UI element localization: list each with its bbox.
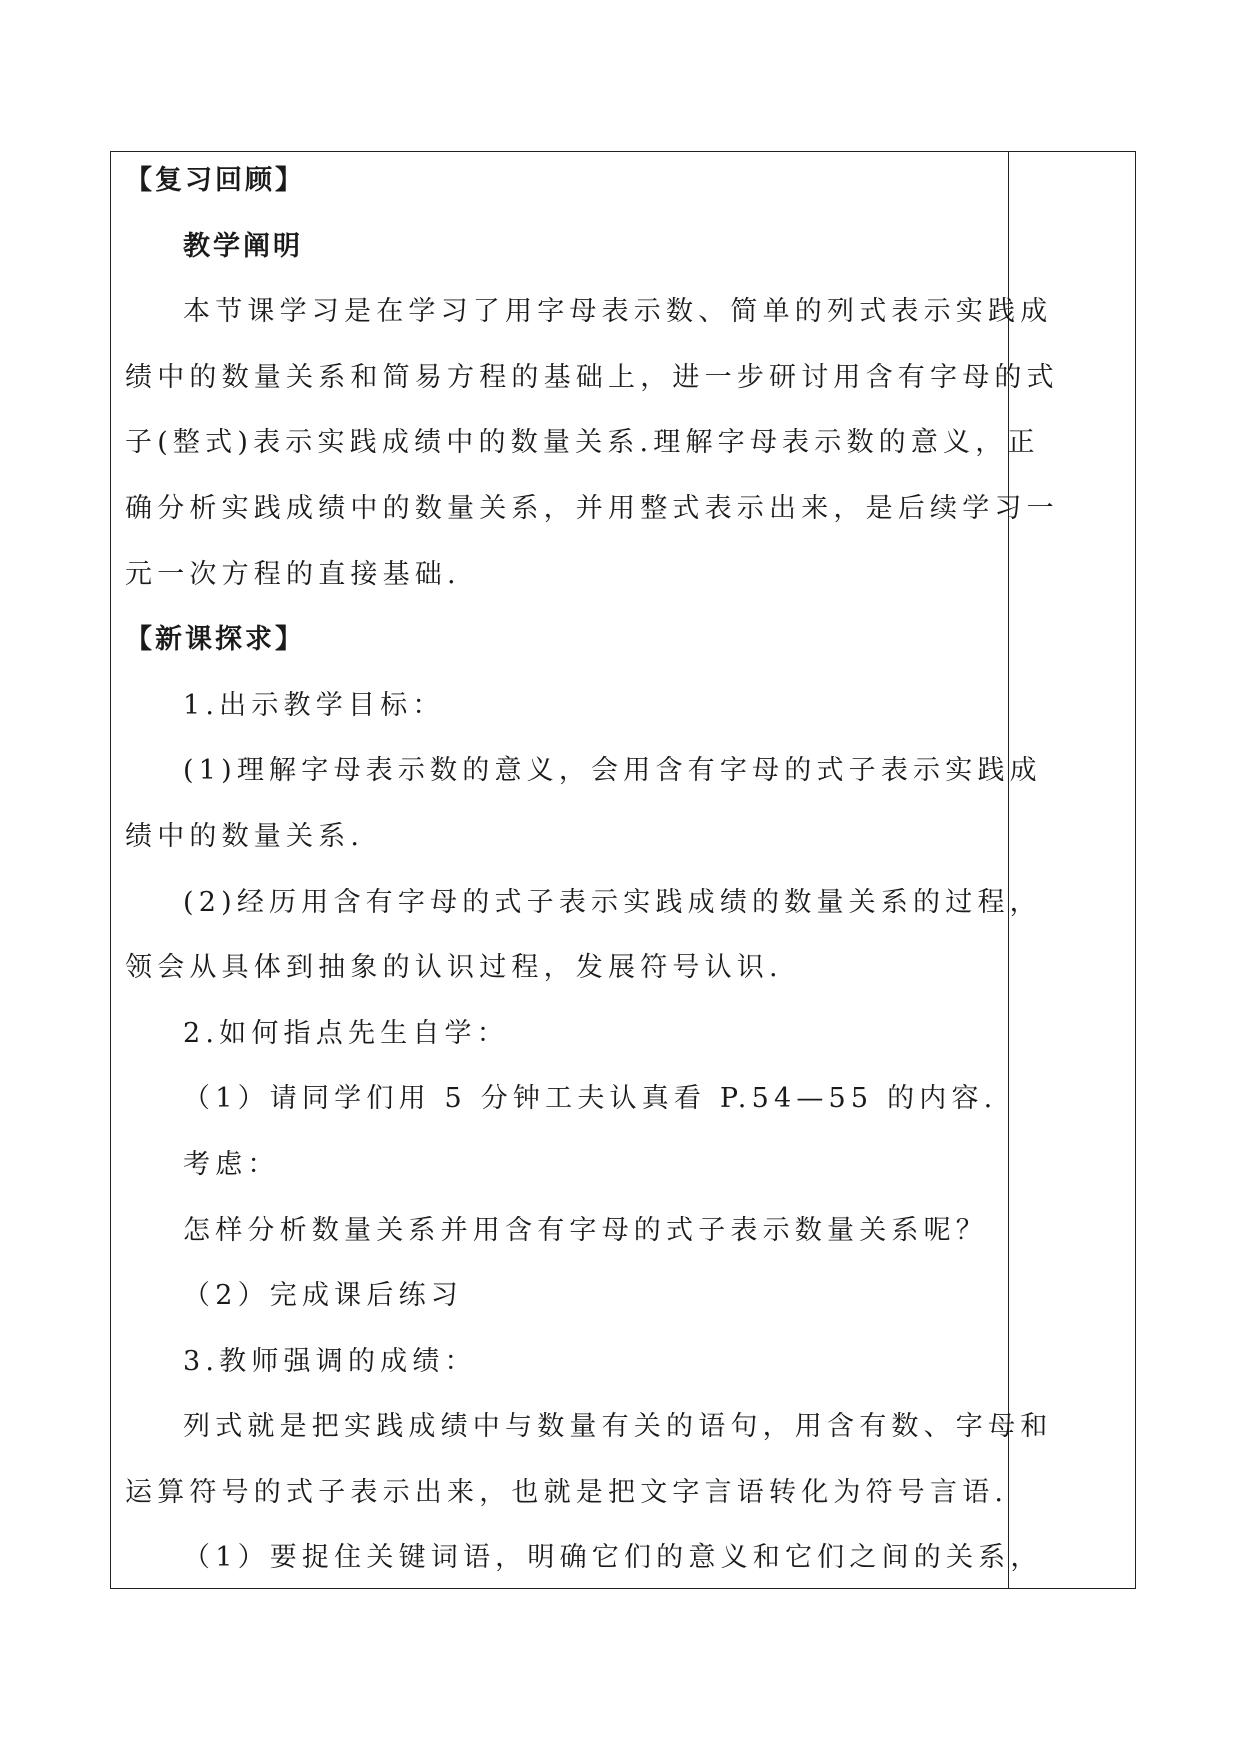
text-line: 子(整式)表示实践成绩中的数量关系.理解字母表示数的意义，正 [125, 427, 1040, 459]
main-content-cell [111, 152, 1059, 1588]
section-heading: 【新课探求】 [125, 624, 305, 656]
text-line: 3.教师强调的成绩： [183, 1345, 477, 1377]
text-line: （2）完成课后练习 [183, 1280, 463, 1312]
text-line: 列式就是把实践成绩中与数量有关的语句，用含有数、字母和 [183, 1411, 1053, 1443]
text-line: 绩中的数量关系和简易方程的基础上，进一步研讨用含有字母的式 [125, 361, 1059, 393]
text-line: (1)理解字母表示数的意义，会用含有字母的式子表示实践成 [183, 755, 1042, 787]
text-line: 领会从具体到抽象的认识过程，发展符号认识. [125, 952, 783, 984]
text-line: （1）请同学们用 5 分钟工夫认真看 P.54—55 的内容. [183, 1083, 998, 1115]
text-line: 元一次方程的直接基础. [125, 558, 461, 590]
text-line: 考虑： [183, 1148, 280, 1180]
text-line: 2.如何指点先生自学： [183, 1017, 509, 1049]
content-table [110, 151, 1136, 1589]
text-line: 确分析实践成绩中的数量关系，并用整式表示出来，是后续学习一 [125, 492, 1059, 524]
text-line: 绩中的数量关系. [125, 820, 365, 852]
text-line: 运算符号的式子表示出来，也就是把文字言语转化为符号言语. [125, 1476, 1009, 1508]
text-line: （1）要捉住关键词语，明确它们的意义和它们之间的关系， [183, 1542, 1043, 1574]
section-heading: 【复习回顾】 [125, 165, 305, 196]
text-line: (2)经历用含有字母的式子表示实践成绩的数量关系的过程， [183, 886, 1042, 918]
text-line: 本节课学习是在学习了用字母表示数、简单的列式表示实践成 [183, 296, 1053, 328]
sub-heading: 教学阐明 [183, 230, 303, 262]
text-line: 怎样分析数量关系并用含有字母的式子表示数量关系呢？ [183, 1214, 988, 1246]
text-line: 1.出示教学目标： [183, 689, 445, 721]
